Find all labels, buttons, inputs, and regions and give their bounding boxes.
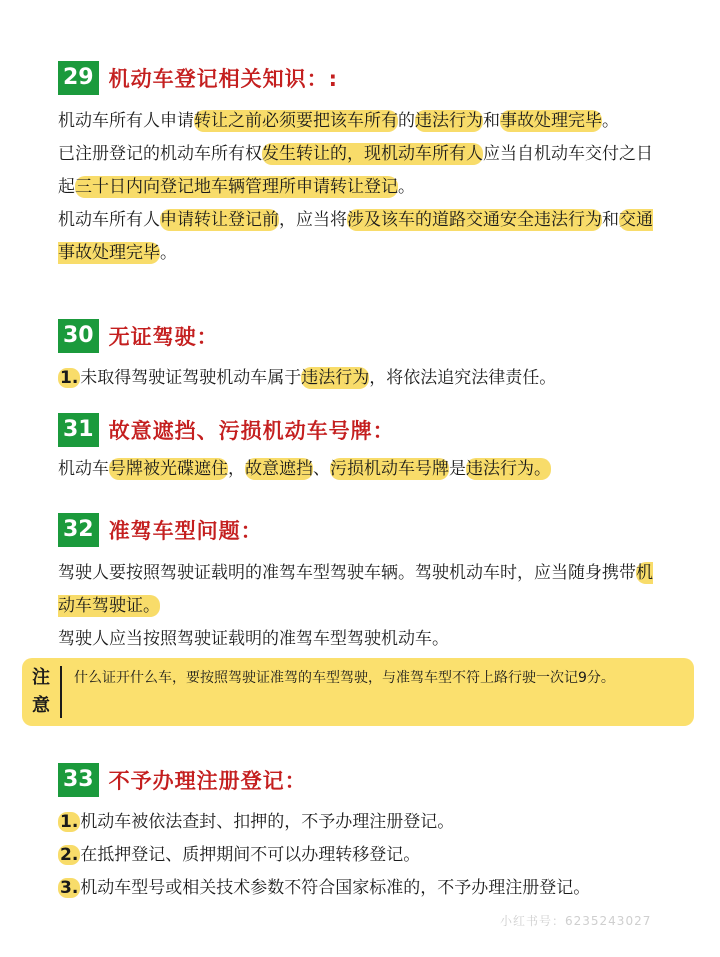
section-number: 31 xyxy=(58,413,99,447)
text: 在抵押登记、质押期间不可以办理转移登记。 xyxy=(80,845,421,865)
highlight: 违法行为 xyxy=(415,111,483,131)
highlight: 事故处理完毕 xyxy=(500,111,602,131)
highlight: 违法行为 xyxy=(301,368,370,388)
section-title: 机动车登记相关知识：: xyxy=(108,67,339,91)
text: 和 xyxy=(602,210,619,230)
text: ， xyxy=(228,459,245,479)
text: 机动车 xyxy=(58,459,109,479)
section-title: 无证驾驶： xyxy=(108,325,219,349)
highlight: 涉及该车的道路交通安全违法行为 xyxy=(347,210,602,230)
section-number: 30 xyxy=(58,319,99,353)
highlight: 交通事故处理完毕 xyxy=(58,210,653,263)
list-number: 3. xyxy=(60,878,79,898)
section-30-body xyxy=(58,362,668,395)
list-number: 1. xyxy=(60,368,79,388)
text: 、 xyxy=(313,459,330,479)
section-33-body xyxy=(58,806,668,905)
list-number: 1. xyxy=(60,812,79,832)
section-32-body xyxy=(58,557,668,656)
section-29-heading xyxy=(58,61,338,95)
section-number: 29 xyxy=(58,61,99,95)
text: 机动车型号或相关技术参数不符合国家标准的，不予办理注册登记。 xyxy=(80,878,591,898)
highlight: 发生转让的，现机动车所有人 xyxy=(262,144,483,164)
section-30-heading xyxy=(58,319,219,353)
text: 未取得驾驶证驾驶机动车属于 xyxy=(80,368,302,388)
text: 是 xyxy=(449,459,466,479)
highlight: 故意遮挡 xyxy=(245,459,313,479)
paragraph xyxy=(58,623,668,656)
section-title: 故意遮挡、污损机动车号牌： xyxy=(108,419,395,443)
section-32-heading xyxy=(58,513,263,547)
section-number: 33 xyxy=(58,763,99,797)
list-item xyxy=(58,362,668,395)
text: 。 xyxy=(160,243,177,263)
highlight: 申请转让登记前 xyxy=(160,210,279,230)
text: 机动车所有人申请 xyxy=(58,111,194,131)
note-divider xyxy=(60,666,62,718)
highlight: 污损机动车号牌 xyxy=(330,459,449,479)
section-29-body xyxy=(58,105,668,270)
highlight: 违法行为。 xyxy=(466,459,551,479)
text: 的 xyxy=(398,111,415,131)
text: 已注册登记的机动车所有权 xyxy=(58,144,262,164)
section-title: 不予办理注册登记： xyxy=(108,769,307,793)
list-number: 2. xyxy=(60,845,79,865)
text: 和 xyxy=(483,111,500,131)
section-number: 32 xyxy=(58,513,99,547)
note-box xyxy=(22,658,694,726)
text: 。 xyxy=(602,111,619,131)
paragraph xyxy=(58,453,668,486)
note-text: 什么证开什么车，要按照驾驶证准驾的车型驾驶，与准驾车型不符上路行驶一次记9分。 xyxy=(74,670,615,686)
text: 驾驶人应当按照驾驶证载明的准驾车型驾驶机动车。 xyxy=(58,629,449,649)
text: ，将依法追究法律责任。 xyxy=(369,368,557,388)
list-item xyxy=(58,806,668,839)
text: 机动车被依法查封、扣押的，不予办理注册登记。 xyxy=(80,812,455,832)
highlight: 转让之前必须要把该车所有 xyxy=(194,111,398,131)
paragraph xyxy=(58,204,668,270)
section-33-heading xyxy=(58,763,307,797)
text: 机动车所有人 xyxy=(58,210,160,230)
paragraph xyxy=(58,557,668,623)
paragraph xyxy=(58,138,668,204)
list-item xyxy=(58,872,668,905)
section-31-heading xyxy=(58,413,395,447)
paragraph xyxy=(58,105,668,138)
section-31-body xyxy=(58,453,668,486)
text: 。 xyxy=(398,177,415,197)
text: 应当自机动车交付之日起 xyxy=(58,144,653,197)
text: ，应当将 xyxy=(279,210,347,230)
note-label: 注意 xyxy=(32,667,50,716)
section-title: 准驾车型问题： xyxy=(108,519,263,543)
highlight: 三十日内向登记地车辆管理所申请转让登记 xyxy=(75,177,398,197)
text: 驾驶人要按照驾驶证载明的准驾车型驾驶车辆。驾驶机动车时，应当随身携带 xyxy=(58,563,636,583)
highlight: 号牌被光碟遮住 xyxy=(109,459,228,479)
watermark: 小红书号：6235243027 xyxy=(500,914,652,928)
list-item xyxy=(58,839,668,872)
highlight: 机动车驾驶证。 xyxy=(58,563,653,616)
